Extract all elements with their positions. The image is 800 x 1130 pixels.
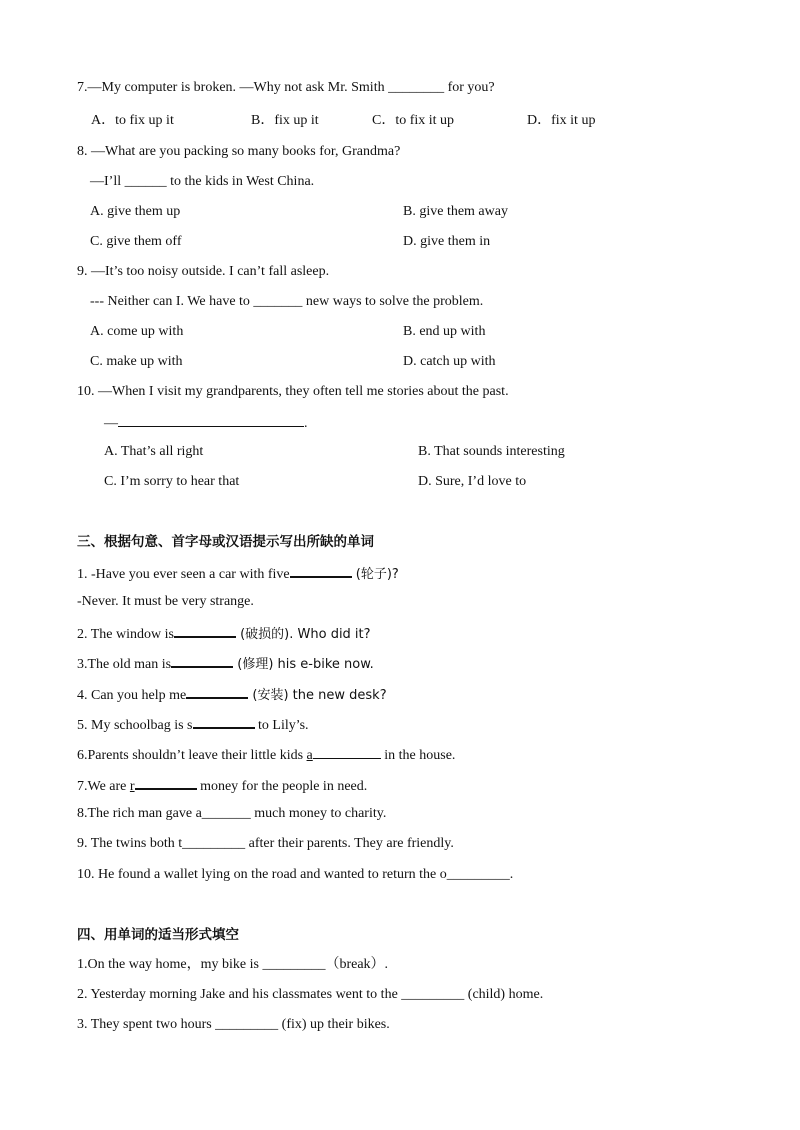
s3-item-5-rest: to Lily’s. xyxy=(254,718,309,733)
q8-option-c: C. give them off xyxy=(90,234,182,249)
q10-option-c: C. I’m sorry to hear that xyxy=(104,474,240,489)
s3-item-3-hint: (修理) his e-bike now. xyxy=(233,657,374,672)
s3-item-6 xyxy=(77,745,455,765)
s3-item-10: 10. He found a wallet lying on the road and wanted to return the o_________. xyxy=(77,867,514,882)
answer-dash: — xyxy=(104,416,118,431)
s3-item-4-text: 4. Can you help me xyxy=(77,688,187,703)
q9-option-a: A. come up with xyxy=(90,324,184,339)
q7-option-c: C．to fix it up xyxy=(372,113,455,128)
s3-item-2 xyxy=(77,623,371,644)
answer-blank xyxy=(118,413,304,427)
s3-item-4-blank xyxy=(186,684,248,699)
s3-item-1-text: 1. -Have you ever seen a car with five xyxy=(77,567,290,582)
s3-item-5-blank xyxy=(193,714,255,729)
s4-item-2: 2. Yesterday morning Jake and his classmates went to the _________ (child) home. xyxy=(77,987,544,1002)
s3-item-3-text: 3.The old man is xyxy=(77,657,172,672)
s3-item-7-initial: r xyxy=(129,779,135,794)
s3-item-6-initial: a xyxy=(306,748,313,763)
s3-item-7-text: 7.We are xyxy=(77,779,130,794)
section-4-title: 四、用单词的适当形式填空 xyxy=(77,927,239,943)
question-9-stem: 9. —It’s too noisy outside. I can’t fall asleep. xyxy=(77,264,330,279)
s4-item-1: 1.On the way home，my bike is _________（break）. xyxy=(77,957,389,972)
section-3-title: 三、根据句意、首字母或汉语提示写出所缺的单词 xyxy=(77,534,374,550)
s3-item-4 xyxy=(77,684,387,705)
s3-item-6-text: 6.Parents shouldn’t leave their little kids xyxy=(77,748,307,763)
s3-item-7 xyxy=(77,775,367,796)
question-8-stem: 8. —What are you packing so many books for, Grandma? xyxy=(77,144,401,159)
question-8-line2: —I’ll ______ to the kids in West China. xyxy=(90,174,315,189)
q8-option-a: A. give them up xyxy=(90,204,181,219)
s3-item-6-rest: in the house. xyxy=(380,748,456,763)
s3-item-6-blank xyxy=(313,745,381,759)
s3-item-2-text: 2. The window is xyxy=(77,627,174,642)
s3-item-3-blank xyxy=(171,653,233,668)
s3-item-7-rest: money for the people in need. xyxy=(196,779,368,794)
s3-item-7-blank xyxy=(135,775,197,790)
s3-item-4-hint: (安装) the new desk? xyxy=(248,688,387,703)
question-7-stem: 7.—My computer is broken. —Why not ask Mr. Smith ________ for you? xyxy=(77,80,495,95)
q7-option-a: A．to fix up it xyxy=(91,113,174,128)
q10-option-b: B. That sounds interesting xyxy=(418,444,565,459)
s3-item-1-reply: -Never. It must be very strange. xyxy=(77,594,254,609)
s3-item-1 xyxy=(77,563,399,584)
s3-item-2-hint: (破损的). Who did it? xyxy=(235,627,371,642)
s3-item-5 xyxy=(77,714,309,735)
question-10-stem: 10. —When I visit my grandparents, they often tell me stories about the past. xyxy=(77,384,509,399)
answer-period: . xyxy=(304,416,308,431)
q9-option-c: C. make up with xyxy=(90,354,183,369)
q8-option-b: B. give them away xyxy=(403,204,508,219)
s3-item-2-blank xyxy=(174,623,236,638)
q9-option-b: B. end up with xyxy=(403,324,486,339)
q7-option-d: D．fix it up xyxy=(527,113,596,128)
q9-option-d: D. catch up with xyxy=(403,354,496,369)
s3-item-9: 9. The twins both t_________ after their parents. They are friendly. xyxy=(77,836,454,851)
q7-option-b: B．fix up it xyxy=(251,113,319,128)
q8-option-d: D. give them in xyxy=(403,234,491,249)
q10-option-a: A. That’s all right xyxy=(104,444,204,459)
question-10-answer-line xyxy=(104,413,308,433)
s3-item-8: 8.The rich man gave a_______ much money to charity. xyxy=(77,806,387,821)
s4-item-3: 3. They spent two hours _________ (fix) up their bikes. xyxy=(77,1017,390,1032)
q10-option-d: D. Sure, I’d love to xyxy=(418,474,527,489)
s3-item-5-text: 5. My schoolbag is s xyxy=(77,718,193,733)
s3-item-3 xyxy=(77,653,374,674)
s3-item-1-hint: (轮子)? xyxy=(351,567,399,582)
question-9-line2: --- Neither can I. We have to _______ new ways to solve the problem. xyxy=(90,294,484,309)
s3-item-1-blank xyxy=(290,563,352,578)
